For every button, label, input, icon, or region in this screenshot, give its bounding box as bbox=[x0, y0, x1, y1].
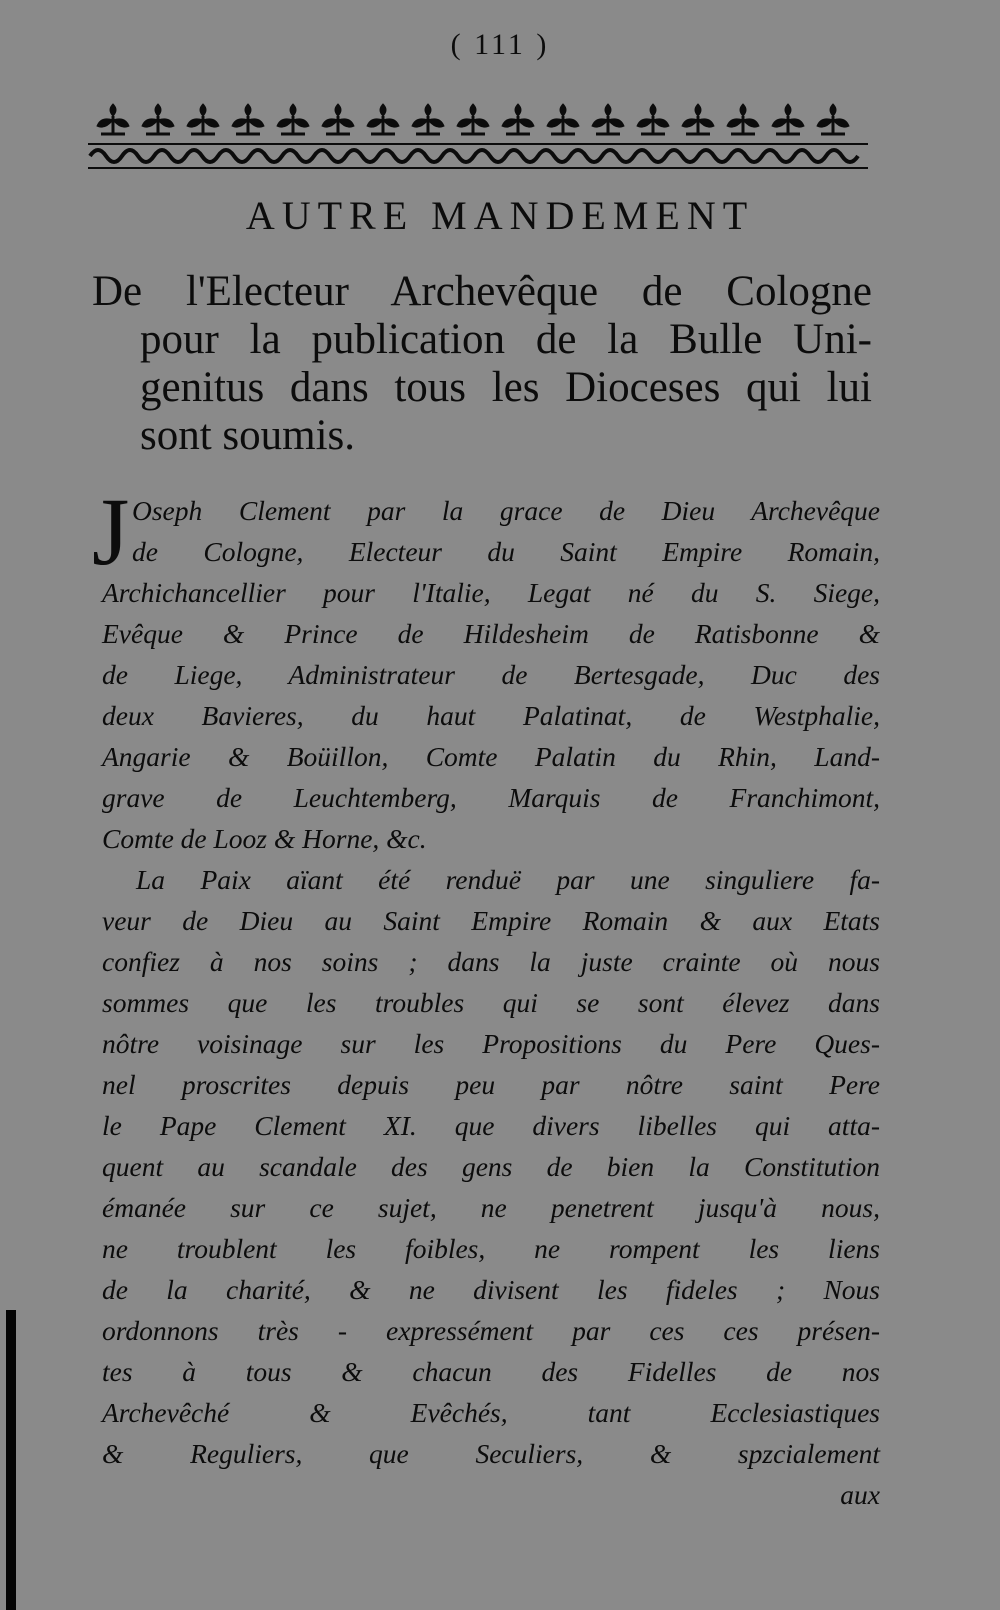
heading-subtitle bbox=[92, 268, 872, 460]
text-line: nel proscrites depuis peu par nôtre saint Pere bbox=[102, 1069, 880, 1100]
text-line: ne troublent les foibles, ne rompent les liens bbox=[102, 1233, 880, 1264]
text-line: Angarie & Boüillon, Comte Palatin du Rhin, Land- bbox=[102, 741, 880, 772]
subtitle-line: sont soumis. bbox=[140, 412, 356, 459]
text-line: de Cologne, Electeur du Saint Empire Romain, bbox=[132, 536, 880, 567]
text-line: grave de Leuchtemberg, Marquis de Franchimont, bbox=[102, 782, 880, 813]
ornamental-headband bbox=[88, 100, 868, 172]
text-line: Archichancellier pour l'Italie, Legat né du S. Siege, bbox=[102, 577, 880, 608]
text-line: deux Bavieres, du haut Palatinat, de Westphalie, bbox=[102, 700, 880, 731]
text-line: de la charité, & ne divisent les fideles ; Nous bbox=[102, 1274, 880, 1305]
text-line: émanée sur ce sujet, ne penetrent jusqu'à nous, bbox=[102, 1192, 880, 1223]
heading-title: AUTRE MANDEMENT bbox=[245, 193, 755, 238]
page-edge-shadow bbox=[6, 1310, 16, 1610]
page-number: ( 111 ) bbox=[450, 28, 550, 61]
text-line: nôtre voisinage sur les Propositions du Pere Ques- bbox=[102, 1028, 880, 1059]
subtitle-line: De l'Electeur Archevêque de Cologne bbox=[92, 268, 872, 315]
text-line: de Liege, Administrateur de Bertesgade, Duc des bbox=[102, 659, 880, 690]
text-line: Archevêché & Evêchés, tant Ecclesiastiques bbox=[102, 1397, 880, 1428]
text-line: sommes que les troubles qui se sont élevez dans bbox=[102, 987, 880, 1018]
body-text bbox=[102, 490, 880, 1515]
text-line: quent au scandale des gens de bien la Constitution bbox=[102, 1151, 880, 1182]
text-line: le Pape Clement XI. que divers libelles qui atta- bbox=[102, 1110, 880, 1141]
subtitle-line: pour la publication de la Bulle Uni- bbox=[140, 316, 872, 363]
catchword: aux bbox=[840, 1479, 880, 1510]
text-line: & Reguliers, que Seculiers, & spzcialement bbox=[102, 1438, 880, 1469]
subtitle-line: genitus dans tous les Dioceses qui lui bbox=[140, 364, 872, 411]
text-line: veur de Dieu au Saint Empire Romain & aux Etats bbox=[102, 905, 880, 936]
text-line: tes à tous & chacun des Fidelles de nos bbox=[102, 1356, 880, 1387]
drop-cap: J bbox=[92, 478, 130, 585]
text-line: ordonnons très - expressément par ces ces présen- bbox=[102, 1315, 880, 1346]
text-line: confiez à nos soins ; dans la juste crainte où nous bbox=[102, 946, 880, 977]
text-line: La Paix aïant été renduë par une singuliere fa- bbox=[136, 864, 880, 895]
text-line: Oseph Clement par la grace de Dieu Archevêque bbox=[132, 495, 880, 526]
text-line: Comte de Looz & Horne, &c. bbox=[102, 823, 427, 854]
text-line: Evêque & Prince de Hildesheim de Ratisbonne & bbox=[102, 618, 880, 649]
